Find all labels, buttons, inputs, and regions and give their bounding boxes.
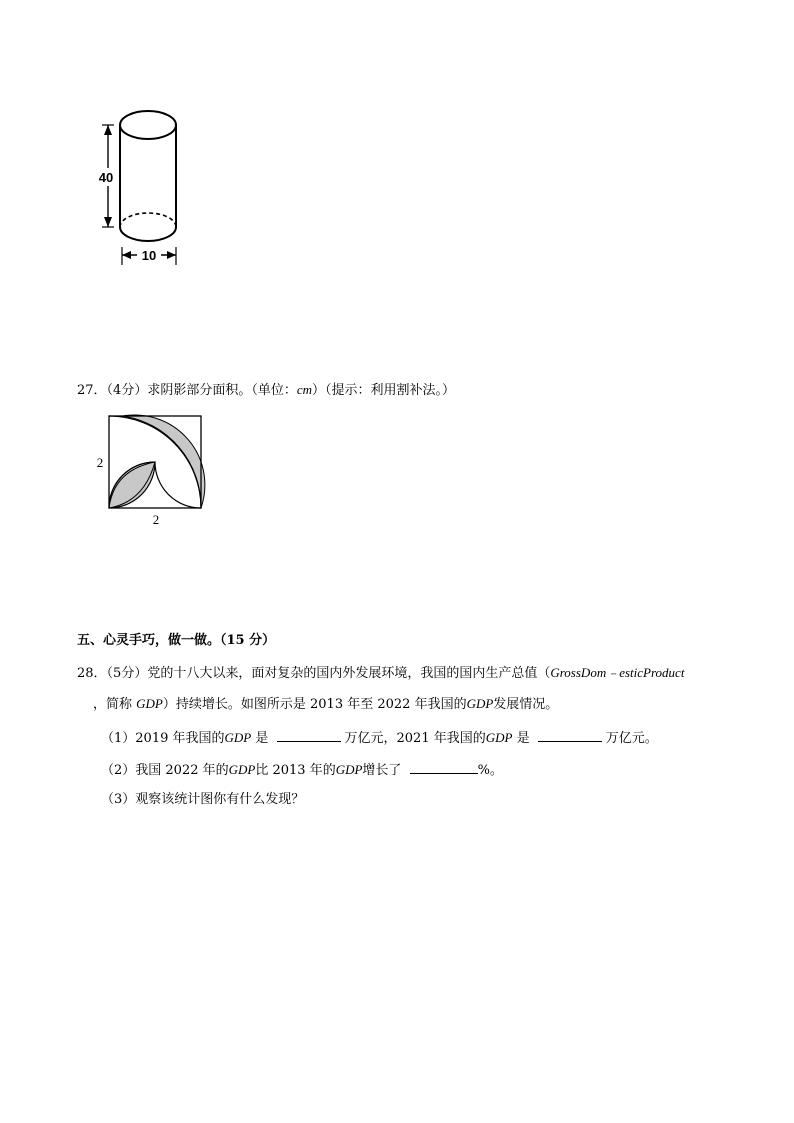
answer-blank-gdp-2021[interactable] xyxy=(538,727,602,742)
q28-sub-question-3: （3）观察该统计图你有什么发现？ xyxy=(101,792,305,807)
q28-sub-question-1: （1）2019 年我国的GDP 是 万亿元，2021 年我国的GDP 是 万亿元。 xyxy=(101,727,658,748)
q27-question: 27．（4分）求阴影部分面积。（单位：cm）（提示：利用割补法。） xyxy=(77,382,456,398)
cylinder-bottom-front xyxy=(120,227,176,241)
cylinder-diameter-label: 10 xyxy=(141,248,157,263)
q28-sub-question-2: （2）我国 2022 年的GDP比 2013 年的GDP增长了 %。 xyxy=(101,759,503,780)
cylinder-bottom-back xyxy=(120,213,176,227)
q28-intro-line-2: ，简称 GDP）持续增长。如图所示是 2013 年至 2022 年我国的GDP发展情况。 xyxy=(93,696,559,712)
answer-blank-gdp-2019[interactable] xyxy=(277,727,341,742)
q28-intro-line-1: 28．（5分）党的十八大以来，面对复杂的国内外发展环境，我国的国内生产总值（GrossDom﹣esticProduct xyxy=(77,665,685,681)
answer-blank-growth-percent[interactable] xyxy=(410,759,478,774)
section-five-title: 五、心灵手巧，做一做。（15 分） xyxy=(77,633,276,648)
left-side-label: 2 xyxy=(96,455,104,470)
bottom-side-label: 2 xyxy=(152,512,160,527)
cylinder-figure xyxy=(92,100,192,272)
cylinder-top-ellipse xyxy=(120,111,176,139)
cylinder-height-label: 40 xyxy=(98,170,114,185)
shaded-area-figure xyxy=(92,410,208,530)
